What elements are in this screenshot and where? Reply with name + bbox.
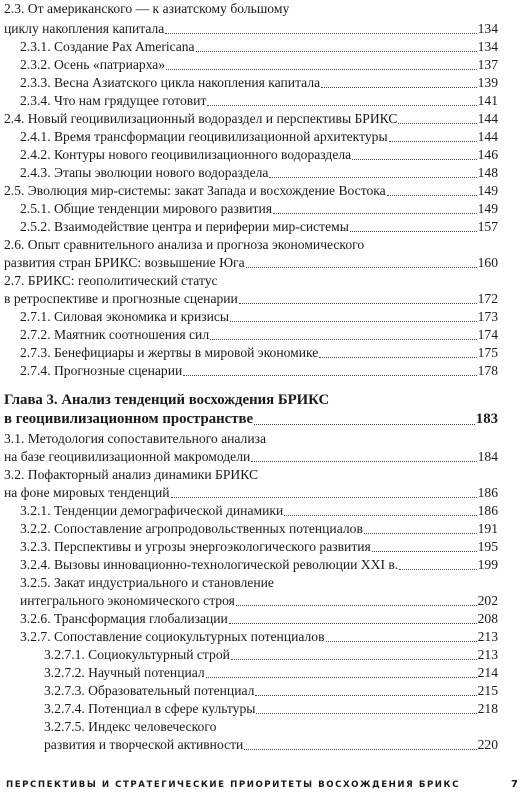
toc-entry-page: 139: [477, 75, 498, 90]
toc-entry-page: 134: [477, 21, 498, 36]
dot-leader: [350, 231, 477, 232]
dot-leader: [166, 69, 476, 70]
dot-leader: [207, 105, 476, 106]
toc-entry-title: 2.3.3. Весна Азиатского цикла накопления капитала: [20, 75, 321, 90]
toc-entry: [4, 254, 498, 271]
dot-leader: [183, 375, 476, 376]
toc-entry-page: 149: [477, 201, 498, 216]
toc-entry-title: 2.4.1. Время трансформации геоцивилизационной архитектуры: [20, 129, 388, 144]
toc-entry-title: 3.2.7.3. Образовательный потенциал: [44, 683, 255, 698]
dot-leader: [255, 695, 476, 696]
toc-entry-page: 144: [477, 129, 498, 144]
toc-entry: [4, 448, 498, 465]
toc-entry: [20, 538, 498, 555]
chapter-heading: [4, 411, 498, 428]
toc-entry-title: 2.4.3. Этапы эволюции нового водораздела: [20, 165, 269, 180]
toc-entry-title: 3.2.4. Вызовы инновационно-технологической революции XXI в.: [20, 557, 399, 572]
toc-entry-page: 148: [477, 165, 498, 180]
dot-leader: [239, 303, 477, 304]
toc-entry-title: 2.7.1. Силовая экономика и кризисы: [20, 309, 230, 324]
toc-entry: [20, 128, 498, 145]
toc-entry-page: 183: [475, 411, 498, 427]
toc-entry-page: 191: [477, 521, 498, 536]
toc-entry-page: 160: [477, 255, 498, 270]
dot-leader: [364, 533, 477, 534]
toc-entry: [4, 0, 498, 17]
toc-entry: [20, 520, 498, 537]
toc-entry-page: 144: [477, 111, 498, 126]
toc-entry-title: 3.2.7.2. Научный потенциал: [44, 665, 205, 680]
toc-entry-title: 2.7.3. Бенефициары и жертвы в мировой экономике: [20, 345, 319, 360]
toc-entry: [4, 236, 498, 253]
dot-leader: [206, 677, 477, 678]
toc-entry-title: 2.3.1. Создание Pax Americana: [20, 39, 195, 54]
dot-leader: [229, 623, 477, 624]
toc-entry-page: 173: [477, 309, 498, 324]
dot-leader: [244, 749, 476, 750]
toc-entry-title: 3.2.6. Трансформация глобализации: [20, 611, 228, 626]
toc-entry-title: интегрального экономического строя: [20, 593, 235, 608]
toc-entry-title: 2.5.2. Взаимодействие центра и периферии мир-системы: [20, 219, 349, 234]
running-title: ПЕРСПЕКТИВЫ И СТРАТЕГИЧЕСКИЕ ПРИОРИТЕТЫ ВОСХОЖДЕНИЯ БРИКС: [6, 780, 460, 790]
toc-entry-page: 175: [477, 345, 498, 360]
toc-entry-title: 2.4. Новый геоцивилизационный водораздел и перспективы БРИКС: [4, 111, 398, 126]
dot-leader: [210, 339, 477, 340]
toc-entry-title: 2.3.2. Осень «патриарха»: [20, 57, 166, 72]
dot-leader: [352, 159, 476, 160]
toc-entry: [20, 38, 498, 55]
toc-entry: [20, 502, 498, 519]
toc-entry: [4, 182, 498, 199]
toc-entry: [20, 574, 498, 591]
dot-leader: [398, 123, 476, 124]
toc-entry-title: развития и творческой активности: [44, 737, 244, 752]
toc-entry-title: 3.1. Методология сопоставительного анализа: [4, 431, 267, 446]
dot-leader: [389, 141, 477, 142]
toc-entry: [20, 200, 498, 217]
toc-entry: [20, 74, 498, 91]
toc-entry-title: развития стран БРИКС: возвышение Юга: [4, 255, 245, 270]
chapter-heading: [4, 392, 498, 409]
toc-entry-title: 2.5.1. Общие тенденции мирового развития: [20, 201, 272, 216]
toc-entry: [20, 326, 498, 343]
toc-entry-page: 172: [477, 291, 498, 306]
page-footer: [0, 780, 528, 796]
toc-entry: [4, 430, 498, 447]
dot-leader: [321, 87, 476, 88]
dot-leader: [387, 195, 477, 196]
toc-entry-page: 146: [477, 147, 498, 162]
toc-entry-page: 186: [477, 485, 498, 500]
toc-entry: [4, 290, 498, 307]
toc-entry-title: на фоне мировых тенденций: [4, 485, 170, 500]
toc-entry: [44, 664, 498, 681]
toc-entry-page: 208: [477, 611, 498, 626]
dot-leader: [399, 569, 476, 570]
toc-entry-page: 184: [477, 449, 498, 464]
toc-entry: [20, 308, 498, 325]
toc-entry-title: 2.7.2. Маятник соотношения сил: [20, 327, 210, 342]
toc-entry: [20, 92, 498, 109]
toc-entry-page: 134: [477, 39, 498, 54]
toc-entry-title: 3.2.1. Тенденции демографической динамики: [20, 503, 284, 518]
toc-entry-page: 199: [477, 557, 498, 572]
toc-entry-title: 3.2.7.1. Социокультурный строй: [44, 647, 230, 662]
toc-entry-title: 3.2.7.4. Потенциал в сфере культуры: [44, 701, 256, 716]
toc-entry-page: 186: [477, 503, 498, 518]
dot-leader: [165, 33, 476, 34]
toc-entry-page: 137: [477, 57, 498, 72]
toc-entry-title: 3.2.2. Сопоставление агропродовольственных потенциалов: [20, 521, 363, 536]
dot-leader: [269, 177, 476, 178]
toc-entry: [4, 484, 498, 501]
toc-entry: [20, 362, 498, 379]
toc-entry-page: 149: [477, 183, 498, 198]
toc-entry-page: 218: [477, 701, 498, 716]
toc-entry-page: 157: [477, 219, 498, 234]
toc-entry-title: 2.3. От американского — к азиатскому большому: [4, 1, 290, 16]
page-number: 7: [511, 779, 518, 790]
toc-entry-page: 213: [477, 629, 498, 644]
toc-entry: [44, 736, 498, 753]
toc-entry-title: 2.5. Эволюция мир-системы: закат Запада и восхождение Востока: [4, 183, 386, 198]
toc-entry-title: 2.3.4. Что нам грядущее готовит: [20, 93, 207, 108]
toc-entry: [44, 700, 498, 717]
dot-leader: [251, 461, 476, 462]
toc-entry-title: в геоцивилизационном пространстве: [4, 411, 254, 427]
dot-leader: [171, 497, 477, 498]
toc-entry: [4, 20, 498, 37]
toc-entry: [44, 646, 498, 663]
dot-leader: [319, 357, 476, 358]
toc-entry: [20, 610, 498, 627]
toc-entry-page: 213: [477, 647, 498, 662]
toc-entry: [4, 110, 498, 127]
toc-entry: [20, 628, 498, 645]
toc-entry-page: 195: [477, 539, 498, 554]
toc-entry: [20, 556, 498, 573]
toc-entry-page: 202: [477, 593, 498, 608]
toc-entry-title: 3.2. Пофакторный анализ динамики БРИКС: [4, 467, 259, 482]
dot-leader: [254, 424, 475, 425]
toc-entry: [20, 218, 498, 235]
toc-entry: [20, 592, 498, 609]
dot-leader: [256, 713, 476, 714]
toc-entry: [20, 344, 498, 361]
toc-entry-title: циклу накопления капитала: [4, 21, 165, 36]
toc-entry-title: 3.2.7. Сопоставление социокультурных потенциалов: [20, 629, 325, 644]
toc-entry-page: 174: [477, 327, 498, 342]
toc-entry: [44, 718, 498, 735]
toc-entry-page: 178: [477, 363, 498, 378]
toc-entry-title: на базе геоцивилизационной макромодели: [4, 449, 251, 464]
toc-entry-page: 220: [477, 737, 498, 752]
dot-leader: [196, 51, 477, 52]
toc-entry-page: 214: [477, 665, 498, 680]
toc-entry: [20, 146, 498, 163]
dot-leader: [230, 321, 477, 322]
toc-entry-title: 3.2.5. Закат индустриального и становление: [20, 575, 274, 590]
toc-entry: [20, 164, 498, 181]
toc-entry-title: 2.6. Опыт сравнительного анализа и прогноза экономического: [4, 237, 365, 252]
toc-entry: [4, 466, 498, 483]
toc-entry-page: 141: [477, 93, 498, 108]
dot-leader: [236, 605, 477, 606]
toc-entry: [44, 682, 498, 699]
toc-entry-title: в ретроспективе и прогнозные сценарии: [4, 291, 238, 306]
dot-leader: [372, 551, 477, 552]
toc-entry: [4, 272, 498, 289]
dot-leader: [326, 641, 477, 642]
dot-leader: [246, 267, 477, 268]
dot-leader: [273, 213, 477, 214]
toc-entry-title: 3.2.3. Перспективы и угрозы энергоэкологического развития: [20, 539, 371, 554]
toc-entry: [20, 56, 498, 73]
dot-leader: [284, 515, 476, 516]
toc-entry-title: 2.7. БРИКС: геополитический статус: [4, 273, 218, 288]
toc-entry-title: 2.4.2. Контуры нового геоцивилизационного водораздела: [20, 147, 352, 162]
dot-leader: [231, 659, 477, 660]
toc-entry-title: 3.2.7.5. Индекс человеческого: [44, 719, 217, 734]
toc-entry-title: 2.7.4. Прогнозные сценарии: [20, 363, 183, 378]
toc-entry-page: 215: [477, 683, 498, 698]
toc-entry-title: Глава 3. Анализ тенденций восхождения БРИКС: [4, 392, 330, 408]
